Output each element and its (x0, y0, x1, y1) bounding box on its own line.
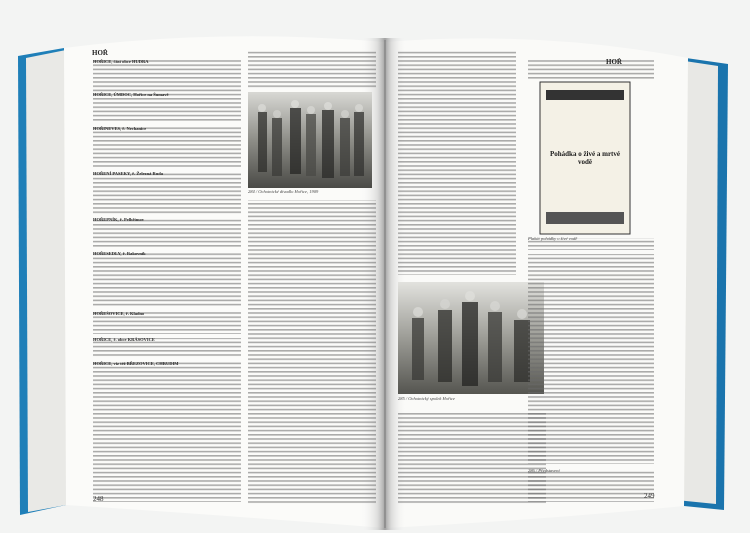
poster-caption: Plakát pohádky o živé vodě (528, 236, 578, 241)
text-block (93, 252, 241, 308)
text-block (93, 362, 241, 502)
entry-heading: HOŘEŠOVICE, ř. Kladno (93, 311, 145, 316)
entry-heading: HOŘENÍ PASEKY, ř. Železná Ruda (93, 171, 164, 176)
entry-heading: HOŘEPNÍK, ř. Pelhřimov (93, 217, 144, 222)
right-page-header: HOŘ (606, 58, 622, 66)
entry-heading: HOŘESEDLY, ř. Rakovník (93, 251, 146, 256)
entry-heading: HOŘINEVES, ř. Nechanice (93, 126, 147, 131)
poster-title: Pohádka o živé a mrtvé vodě (550, 150, 620, 166)
entry-heading: HOŘICE, ÚMDOC, Hořice na Šumavě (93, 92, 169, 97)
entry-heading: HOŘICE, část obce HUDRA (93, 59, 149, 64)
right-photo-caption: 285 / Ochotnický spolek Hořice (398, 396, 455, 401)
entry-heading: HOŘICE, viz též BŘEZOVICE, CHRUDIM (93, 361, 179, 366)
text-block (93, 218, 241, 248)
text-block (93, 172, 241, 214)
text-block (248, 50, 376, 88)
right-photo2-caption: 286 / Představení (528, 468, 560, 473)
left-photo-caption: 284 / Ochotnické divadlo Hořice, 1909 (248, 189, 319, 194)
text-block (93, 127, 241, 167)
text-block (93, 60, 241, 122)
right-page-number: 249 (644, 492, 655, 500)
entry-heading: HOŘICE, ř. obce KRÁSOVICE (93, 337, 155, 342)
text-block (528, 254, 654, 464)
text-block (248, 200, 376, 505)
text-block (528, 470, 654, 502)
text-block (528, 58, 654, 80)
left-page-header: HOŘ (92, 49, 108, 57)
text-block (398, 50, 516, 275)
left-page-number: 248 (93, 495, 104, 503)
text-block (398, 412, 546, 504)
